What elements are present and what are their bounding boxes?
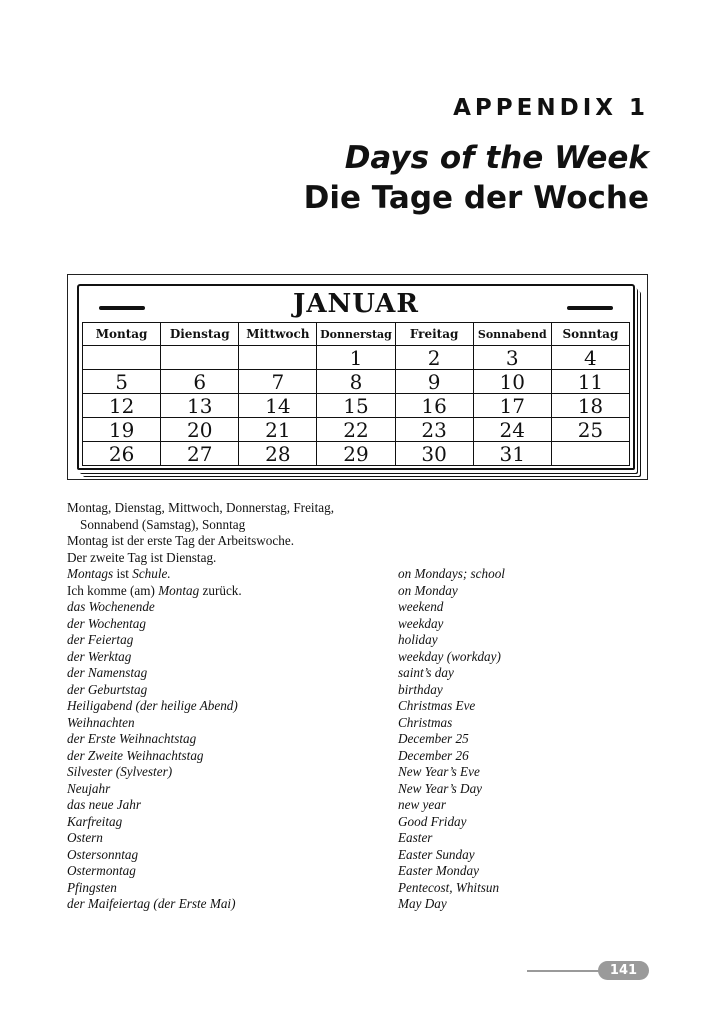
vocab-german-plain: zurück. (199, 582, 242, 598)
vocab-german-italic: Montag (158, 582, 200, 598)
vocab-row (67, 682, 587, 699)
calendar-day: 2 (395, 346, 473, 370)
calendar-page (77, 284, 635, 470)
calendar-day: 29 (317, 442, 395, 466)
calendar-day: 22 (317, 418, 395, 442)
intro-line: Montag, Dienstag, Mittwoch, Donnerstag, Freitag, (67, 500, 335, 515)
intro-line: Der zweite Tag ist Dienstag. (67, 549, 217, 565)
vocabulary-list (67, 566, 587, 913)
calendar-day: 13 (161, 394, 239, 418)
vocab-german: das neue Jahr (67, 797, 141, 812)
vocab-english: New Year’s Eve (398, 764, 480, 779)
vocab-english: Christmas Eve (398, 698, 476, 713)
calendar-day: 10 (473, 370, 551, 394)
vocab-row (67, 814, 587, 831)
vocab-english: birthday (398, 681, 443, 697)
calendar-day (239, 346, 317, 370)
vocab-english: saint’s day (398, 665, 454, 680)
calendar-week (83, 418, 630, 442)
intro-line: Sonnabend (Samstag), Sonntag (80, 516, 246, 532)
vocab-german: das Wochenende (67, 599, 155, 614)
calendar-day: 26 (83, 442, 161, 466)
vocab-english: weekday (398, 615, 444, 631)
vocab-english: May Day (398, 896, 447, 911)
vocab-german-italic: Montags (67, 566, 114, 581)
calendar-week (83, 394, 630, 418)
vocab-german: der Erste Weihnachtstag (67, 731, 197, 746)
calendar-dash-right (567, 306, 613, 310)
calendar-day: 24 (473, 418, 551, 442)
vocab-english: Christmas (398, 714, 453, 730)
calendar-grid (82, 322, 630, 466)
vocab-row (67, 764, 587, 781)
calendar-day: 9 (395, 370, 473, 394)
calendar-weekday: Freitag (395, 323, 473, 346)
page-title-english: Days of the Week (344, 140, 649, 176)
calendar-day: 27 (161, 442, 239, 466)
calendar-day: 6 (161, 370, 239, 394)
calendar-day: 23 (395, 418, 473, 442)
vocab-german: Ostern (67, 830, 103, 845)
page-number: 141 (598, 961, 649, 980)
vocab-row (67, 715, 587, 732)
calendar-day: 20 (161, 418, 239, 442)
vocab-english: weekday (workday) (398, 648, 501, 664)
vocab-row (67, 566, 587, 583)
calendar-weekday: Montag (83, 323, 161, 346)
calendar-weekday: Sonntag (551, 323, 629, 346)
vocab-english: on Mondays; school (398, 566, 505, 581)
vocab-german: der Geburtstag (67, 681, 148, 697)
calendar-day: 11 (551, 370, 629, 394)
vocab-german: Heiligabend (der heilige Abend) (67, 698, 238, 713)
calendar-day: 1 (317, 346, 395, 370)
vocab-english: Easter (398, 830, 433, 845)
vocab-german (67, 583, 242, 600)
vocab-german: der Werktag (67, 648, 132, 664)
calendar-weekday: Dienstag (161, 323, 239, 346)
page-title-german: Die Tage der Woche (303, 180, 649, 216)
appendix-label: APPENDIX 1 (453, 95, 649, 121)
vocab-row (67, 847, 587, 864)
vocab-german: der Namenstag (67, 665, 148, 680)
vocab-german: der Maifeiertag (der Erste Mai) (67, 896, 236, 911)
calendar-day: 15 (317, 394, 395, 418)
vocab-english: on Monday (398, 582, 458, 598)
calendar-day: 19 (83, 418, 161, 442)
calendar-day: 28 (239, 442, 317, 466)
vocab-german: Weihnachten (67, 714, 135, 730)
vocab-english: Easter Sunday (398, 846, 475, 862)
intro-line: Montag ist der erste Tag der Arbeitswoche. (67, 533, 294, 548)
vocab-german-italic: Schule. (132, 566, 171, 581)
calendar-day: 5 (83, 370, 161, 394)
calendar-weekday: Donnerstag (317, 323, 395, 346)
calendar-day (83, 346, 161, 370)
vocab-row (67, 616, 587, 633)
vocab-row (67, 748, 587, 765)
calendar-day: 8 (317, 370, 395, 394)
vocab-row (67, 665, 587, 682)
vocab-german (67, 566, 171, 583)
calendar-day: 16 (395, 394, 473, 418)
vocab-german-plain: ist (113, 566, 133, 581)
calendar-day (161, 346, 239, 370)
calendar-illustration (67, 274, 648, 480)
vocab-german-plain: Ich komme (am) (67, 582, 159, 598)
calendar-day: 21 (239, 418, 317, 442)
vocab-english: December 26 (398, 747, 469, 763)
vocab-german: Ostersonntag (67, 846, 139, 862)
vocab-english: Pentecost, Whitsun (398, 879, 500, 895)
vocab-english: Easter Monday (398, 863, 479, 878)
vocab-german: der Feiertag (67, 632, 134, 647)
calendar-weekday: Mittwoch (239, 323, 317, 346)
vocab-german: Karfreitag (67, 813, 123, 829)
vocab-german: der Wochentag (67, 615, 146, 631)
vocab-row (67, 698, 587, 715)
calendar-day: 4 (551, 346, 629, 370)
vocab-english: December 25 (398, 731, 469, 746)
vocab-german: Ostermontag (67, 863, 136, 878)
vocab-row (67, 632, 587, 649)
calendar-day: 17 (473, 394, 551, 418)
vocab-row (67, 896, 587, 913)
vocab-row (67, 797, 587, 814)
page-number-rule (527, 970, 602, 972)
calendar-day: 7 (239, 370, 317, 394)
vocab-row (67, 880, 587, 897)
vocab-row (67, 863, 587, 880)
calendar-month: JANUAR (293, 289, 419, 319)
calendar-week (83, 442, 630, 466)
calendar-week (83, 370, 630, 394)
vocab-row (67, 830, 587, 847)
calendar-weekday: Sonnabend (473, 323, 551, 346)
calendar-day: 3 (473, 346, 551, 370)
vocab-english: Good Friday (398, 813, 467, 829)
vocab-row (67, 599, 587, 616)
calendar-day: 25 (551, 418, 629, 442)
vocab-row (67, 583, 587, 600)
calendar-day: 30 (395, 442, 473, 466)
vocab-english: weekend (398, 599, 444, 614)
vocab-row (67, 649, 587, 666)
calendar-day: 14 (239, 394, 317, 418)
vocab-row (67, 781, 587, 798)
vocab-german: Pfingsten (67, 879, 117, 895)
vocab-german: Silvester (Sylvester) (67, 764, 173, 779)
calendar-day: 31 (473, 442, 551, 466)
vocab-english: new year (398, 797, 446, 812)
vocab-english: New Year’s Day (398, 780, 483, 796)
calendar-day: 12 (83, 394, 161, 418)
calendar-weekday-row (83, 323, 630, 346)
calendar-day: 18 (551, 394, 629, 418)
calendar-week (83, 346, 630, 370)
vocab-english: holiday (398, 632, 438, 647)
vocab-german: Neujahr (67, 780, 111, 796)
calendar-day (551, 442, 629, 466)
vocab-german: der Zweite Weihnachtstag (67, 747, 204, 763)
vocab-row (67, 731, 587, 748)
